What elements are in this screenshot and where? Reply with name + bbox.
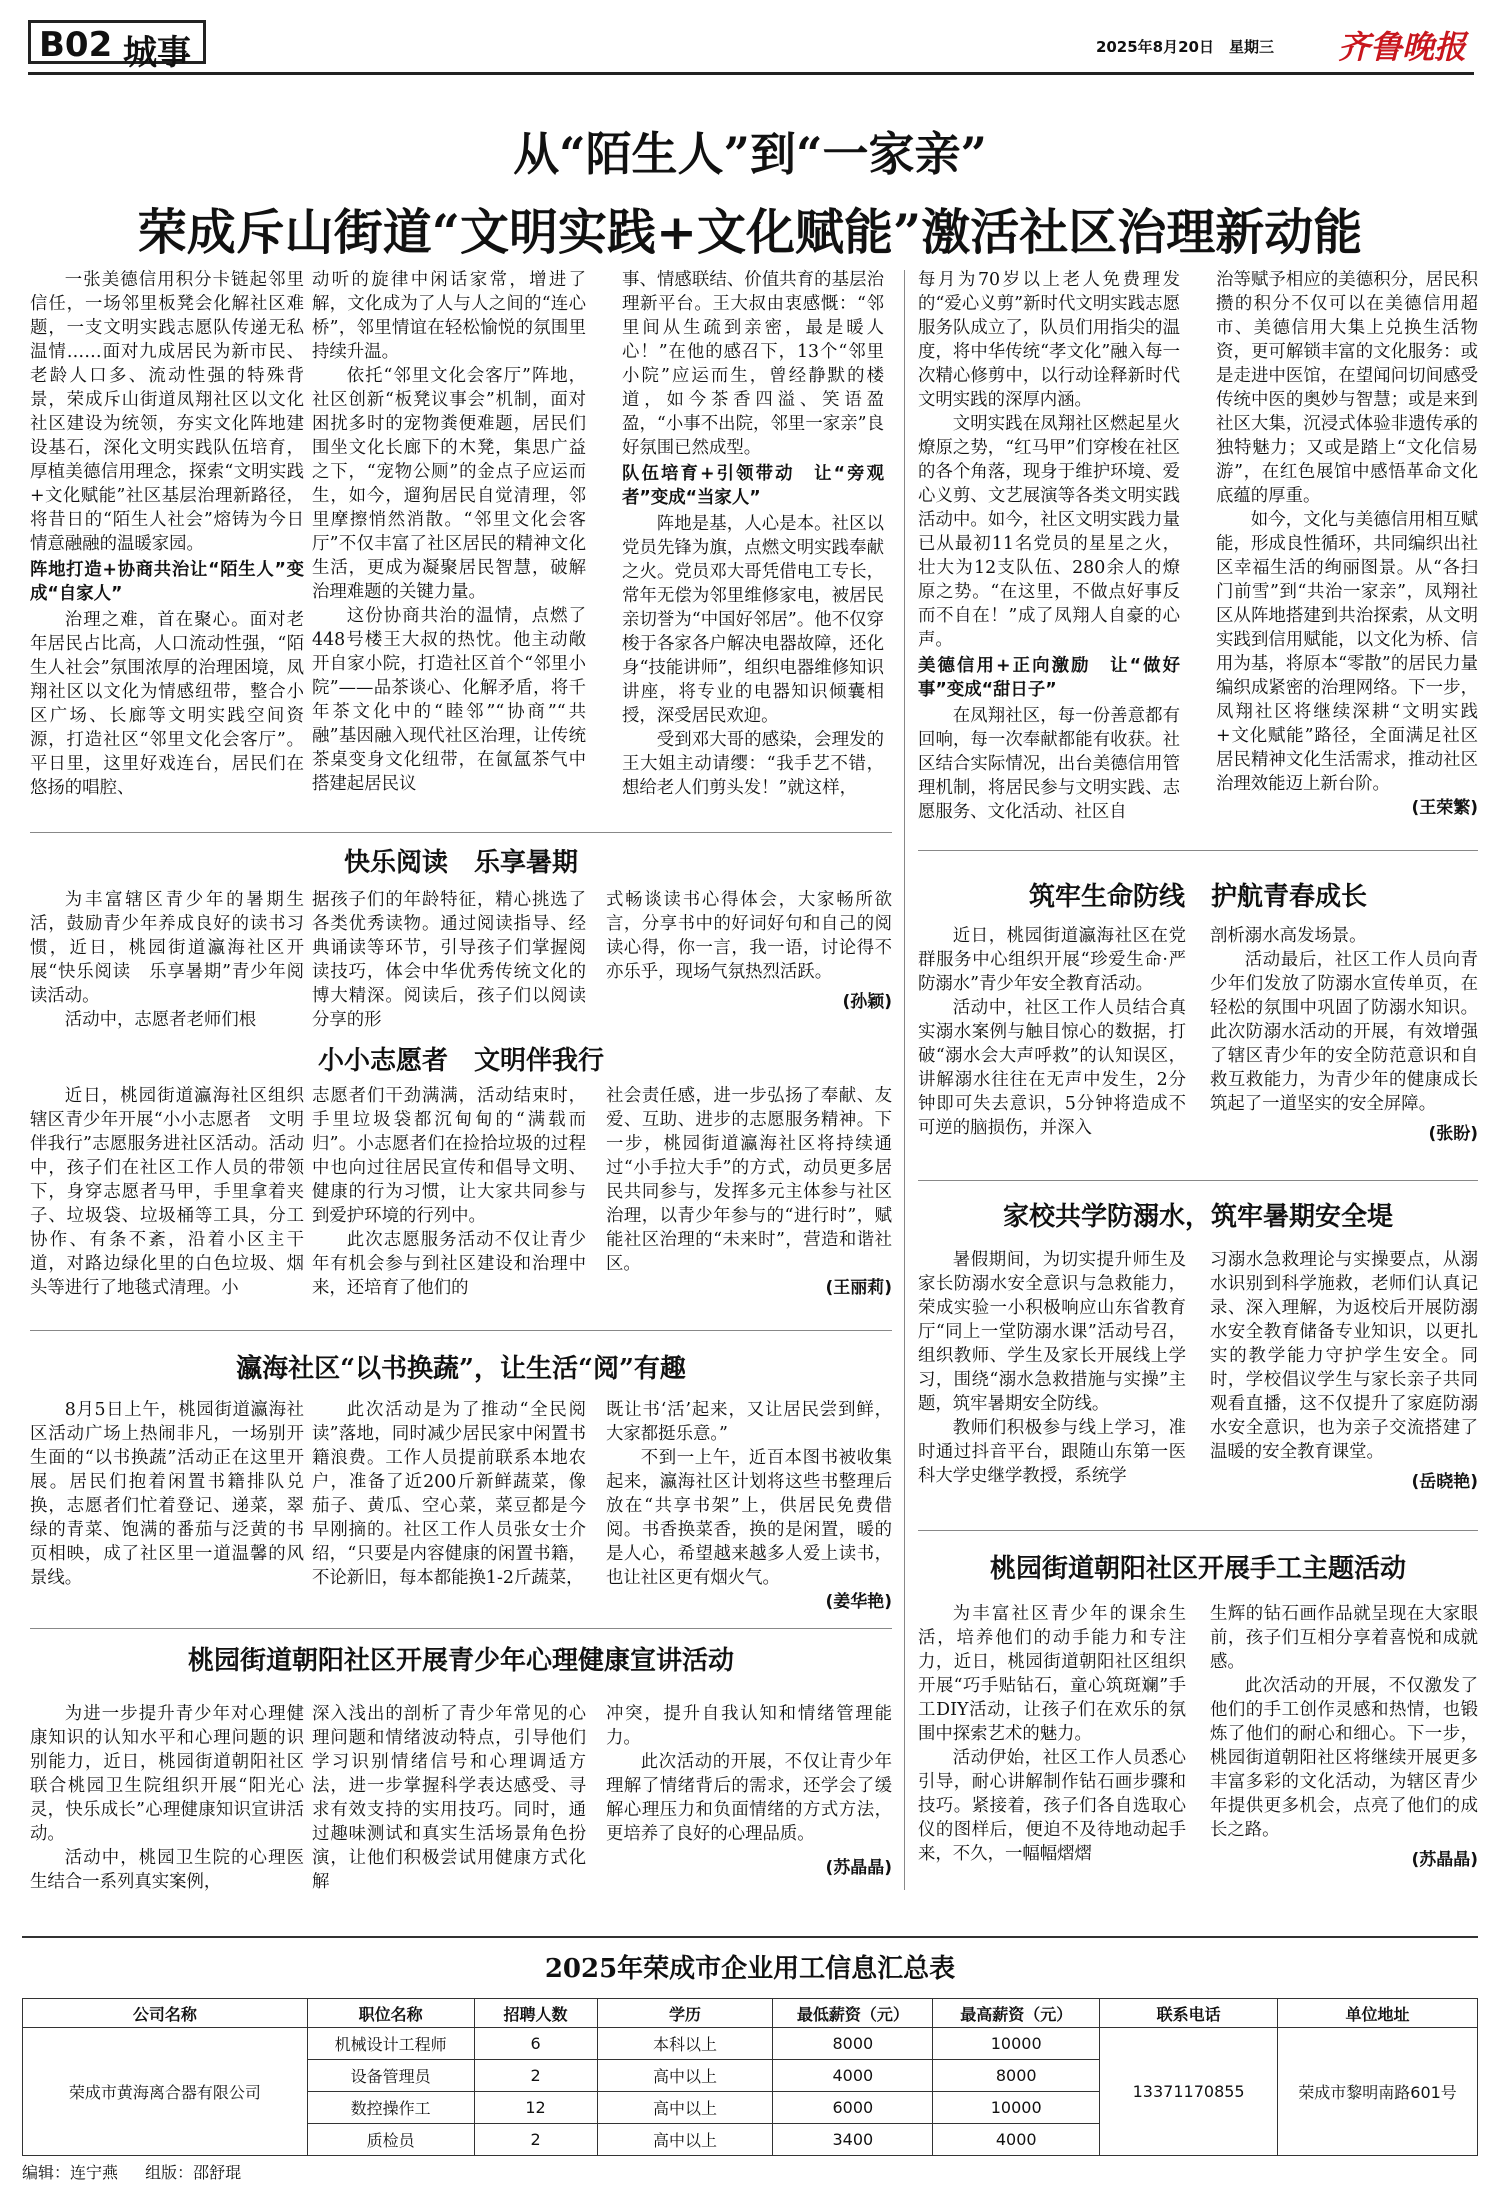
article-paragraph: 为丰富社区青少年的课余生活，培养他们的动手能力和专注力，近日，桃园街道朝阳社区组织开展“巧手贴钻石，童心筑斑斓”手工DIY活动，让孩子们在欢乐的氛围中探索艺术的魅力。 xyxy=(918,1604,1186,1744)
article-title-drowning-2: 家校共学防溺水，筑牢暑期安全堤 xyxy=(1002,1202,1393,1232)
header-education: 学历 xyxy=(597,1999,773,2028)
article-paragraph: 深入浅出的剖析了青少年常见的心理问题和情绪波动特点，引导他们学习识别情绪信号和心理调适方法，进一步掌握科学表达感受、寻求有效支持的实用技巧。同时，通过趣味测试和真实生活场景角色扮演，让他们积极尝试用健康方式化解 xyxy=(312,1704,586,1892)
page-footer xyxy=(22,2160,263,2183)
jobs-table xyxy=(22,1998,1478,2156)
drowning2-author: (岳晓艳) xyxy=(1411,1472,1478,1492)
reading-column-3 xyxy=(606,888,892,1014)
article-paragraph: 此次活动的开展，不仅激发了他们的手工创作灵感和热情，也锻炼了他们的耐心和细心。下一步，桃园街道朝阳社区将继续开展更多丰富多彩的文化活动，为辖区青少年提供更多机会，点亮了他们的成长之路。 xyxy=(1210,1676,1478,1840)
drowning2-column-2 xyxy=(1210,1248,1478,1494)
psych-author: (苏晶晶) xyxy=(825,1858,892,1878)
article-paragraph: 为丰富辖区青少年的暑期生活，鼓励青少年养成良好的读书习惯，近日，桃园街道瀛海社区开展“快乐阅读 乐享暑期”青少年阅读活动。 xyxy=(30,890,304,1006)
article-title-volunteer: 小小志愿者 文明伴我行 xyxy=(317,1046,604,1076)
craft-column-1 xyxy=(918,1602,1186,1866)
reading-author: (孙颖) xyxy=(842,992,892,1012)
article-paragraph: 此次活动是为了推动“全民阅读”落地，同时减少居民家中闲置书籍浪费。工作人员提前联系本地农户，准备了近200斤新鲜蔬菜，像茄子、黄瓜、空心菜，菜豆都是今早刚摘的。社区工作人员张女士介绍，“只要是内容健康的闲置书籍，不论新旧，每本都能换1-2斤蔬菜， xyxy=(312,1400,586,1588)
lead-paragraph: 治理之难，首在聚心。面对老年居民占比高，人口流动性强，“陌生人社会”氛围浓厚的治理困境，凤翔社区以文化为情感纽带，整合小区广场、长廊等文明实践空间资源，打造社区“邻里文化会客厅”。平日里，这里好戏连台，居民们在悠扬的唱腔、 xyxy=(30,610,304,798)
article-title-psych: 桃园街道朝阳社区开展青少年心理健康宣讲活动 xyxy=(187,1646,734,1676)
page-section-box xyxy=(28,20,206,73)
psych-column-1 xyxy=(30,1702,304,1894)
lead-paragraph: 阵地是基，人心是本。社区以党员先锋为旗，点燃文明实践奉献之火。党员邓大哥凭借电工专长，常年无偿为邻里维修家电，被居民亲切誉为“中国好邻居”。他不仅穿梭于各家各户解决电器故障，还化身“技能讲师”，组织电器维修知识讲座，将专业的电器知识倾囊相授，深受居民欢迎。 xyxy=(622,514,884,726)
article-paragraph: 活动中，志愿者老师们根 xyxy=(64,1010,257,1030)
article-paragraph: 此次志愿服务活动不仅让青少年有机会参与到社区建设和治理中来，还培育了他们的 xyxy=(312,1230,586,1298)
lead-column-5 xyxy=(1216,268,1478,820)
jobs-table-title: 2025年荣成市企业用工信息汇总表 xyxy=(544,1954,956,1984)
article-paragraph: 活动中，社区工作人员结合真实溺水案例与触目惊心的数据，打破“溺水会大声呼救”的认知误区，讲解溺水往往在无声中发生，2分钟即可失去意识，5分钟将造成不可逆的脑损伤，并深入 xyxy=(918,998,1186,1138)
lead-column-3 xyxy=(622,268,884,800)
volunteer-author: (王丽莉) xyxy=(825,1278,892,1298)
article-paragraph: 近日，桃园街道瀛海社区在党群服务中心组织开展“珍爱生命·严防溺水”青少年安全教育活动。 xyxy=(918,926,1186,994)
cell-education: 高中以上 xyxy=(597,2060,773,2092)
article-paragraph: 式畅谈读书心得体会，大家畅所欲言，分享书中的好词好句和自己的阅读心得，你一言，我一语，讨论得不亦乐乎，现场气氛热烈活跃。 xyxy=(606,890,892,982)
drowning2-column-1 xyxy=(918,1248,1186,1488)
editor-credit: 编辑：连宁燕 xyxy=(22,2163,119,2182)
article-paragraph: 活动伊始，社区工作人员悉心引导，耐心讲解制作钻石画步骤和技巧。紧接着，孩子们各自选取心仪的图样后，便迫不及待地动起手来，不久，一幅幅熠熠 xyxy=(918,1748,1186,1864)
cell-max-salary: 4000 xyxy=(933,2124,1100,2156)
article-paragraph: 习溺水急救理论与实操要点，从溺水识别到科学施救，老师们认真记录、深入理解，为返校后开展防溺水安全教育储备专业知识，以更扎实的教学能力守护学生安全。同时，学校倡议学生与家长亲子共同观看直播，这不仅提升了家庭防溺水安全意识，也为亲子交流搭建了温暖的安全教育课堂。 xyxy=(1210,1250,1478,1462)
article-paragraph: 既让书‘活’起来，又让居民尝到鲜，大家都挺乐意。” xyxy=(606,1400,892,1444)
header-position: 职位名称 xyxy=(307,1999,474,2028)
cell-position: 设备管理员 xyxy=(307,2060,474,2092)
reading-column-1 xyxy=(30,888,304,1032)
craft-author: (苏晶晶) xyxy=(1411,1850,1478,1870)
section-name: 城事 xyxy=(123,33,191,73)
lead-paragraph: 一张美德信用积分卡链起邻里信任，一场邻里板凳会化解社区难题，一支文明实践志愿队传递无私温情……面对九成居民为新市民、老龄人口多、流动性强的特殊背景，荣成斥山街道凤翔社区以文化社区建设为统领，夯实文化阵地建设基石，深化文明实践队伍培育，厚植美德信用理念，探索“文明实践+文化赋能”社区基层治理新路径，将昔日的“陌生人社会”熔铸为今日情意融融的温暖家园。 xyxy=(30,270,304,554)
volunteer-column-1 xyxy=(30,1084,304,1300)
header-min-salary: 最低薪资（元） xyxy=(773,1999,933,2028)
article-paragraph: 近日，桃园街道瀛海社区组织辖区青少年开展“小小志愿者 文明伴我行”志愿服务进社区活动。活动中，孩子们在社区工作人员的带领下，身穿志愿者马甲，手里拿着夹子、垃圾袋、垃圾桶等工具，分工协作、有条不紊，沿着小区主干道，对路边绿化里的白色垃圾、烟头等进行了地毯式清理。小 xyxy=(30,1086,304,1298)
article-paragraph: 为进一步提升青少年对心理健康知识的认知水平和心理问题的识别能力，近日，桃园街道朝阳社区联合桃园卫生院组织开展“阳光心灵，快乐成长”心理健康知识宣讲活动。 xyxy=(30,1704,304,1844)
section-divider xyxy=(30,832,892,833)
header-phone: 联系电话 xyxy=(1100,1999,1278,2028)
cell-company: 荣成市黄海离合器有限公司 xyxy=(23,2028,308,2156)
cell-education: 本科以上 xyxy=(597,2028,773,2060)
section-divider xyxy=(30,1330,892,1331)
cell-education: 高中以上 xyxy=(597,2092,773,2124)
header-max-salary: 最高薪资（元） xyxy=(933,1999,1100,2028)
lead-subheading: 队伍培育+引领带动 让“旁观者”变成“当家人” xyxy=(622,464,884,508)
cell-max-salary: 8000 xyxy=(933,2060,1100,2092)
table-header-row xyxy=(23,1999,1478,2028)
lead-paragraph: 受到邓大哥的感染，会理发的王大姐主动请缨：“我手艺不错，想给老人们剪头发！”就这样， xyxy=(622,730,884,798)
lead-paragraph: 如今，文化与美德信用相互赋能，形成良性循环，共同编织出社区幸福生活的绚丽图景。从“各扫门前雪”到“共治一家亲”，凤翔社区从阵地搭建到共治探索，从文明实践到信用赋能，以文化为桥、信用为基，将原本“零散”的居民力量编织成紧密的治理网络。下一步，凤翔社区将继续深耕“文明实践+文化赋能”路径，全面满足社区居民精神文化生活需求，推动社区治理效能迈上新台阶。 xyxy=(1216,510,1478,794)
article-paragraph: 剖析溺水高发场景。 xyxy=(1210,926,1367,946)
cell-count: 2 xyxy=(474,2124,597,2156)
drowning1-column-1 xyxy=(918,924,1186,1140)
issue-weekday: 星期三 xyxy=(1228,38,1274,56)
article-paragraph: 志愿者们干劲满满，活动结束时，手里垃圾袋都沉甸甸的“满载而归”。小志愿者们在捡拾垃圾的过程中也向过往居民宣传和倡导文明、健康的行为习惯，让大家共同参与到爱护环境的行列中。 xyxy=(312,1086,586,1226)
article-paragraph: 活动最后，社区工作人员向青少年们发放了防溺水宣传单页，在轻松的氛围中巩固了防溺水知识。此次防溺水活动的开展，有效增强了辖区青少年的安全防范意识和自救互救能力，为青少年的健康成长筑起了一道坚实的安全屏障。 xyxy=(1210,950,1478,1114)
lead-paragraph: 动听的旋律中闲话家常，增进了解，文化成为了人与人之间的“连心桥”，邻里情谊在轻松愉悦的氛围里持续升温。 xyxy=(312,270,586,362)
issue-date: 2025年8月20日 xyxy=(1095,38,1214,56)
cell-position: 质检员 xyxy=(307,2124,474,2156)
article-paragraph: 社会责任感，进一步弘扬了奉献、友爱、互助、进步的志愿服务精神。下一步，桃园街道瀛海社区将持续通过“小手拉大手”的方式，动员更多居民共同参与，发挥多元主体参与社区治理，以青少年参与的“进行时”，赋能社区治理的“未来时”，营造和谐社区。 xyxy=(606,1086,892,1274)
section-divider xyxy=(918,1180,1478,1181)
headline-line-2: 荣成斥山街道“文明实践+文化赋能”激活社区治理新动能 xyxy=(137,203,1363,261)
article-paragraph: 生辉的钻石画作品就呈现在大家眼前，孩子们互相分享着喜悦和成就感。 xyxy=(1210,1604,1478,1672)
paper-logo: 齐鲁晚报 xyxy=(1337,28,1466,66)
table-row xyxy=(23,2028,1478,2060)
article-paragraph: 不到一上午，近百本图书被收集起来，瀛海社区计划将这些书整理后放在“共享书架”上，供居民免费借阅。书香换菜香，换的是闲置，暖的是人心，希望越来越多人爱上读书，也让社区更有烟火气。 xyxy=(606,1448,892,1588)
lead-column-2 xyxy=(312,268,586,796)
craft-column-2 xyxy=(1210,1602,1478,1872)
cell-min-salary: 8000 xyxy=(773,2028,933,2060)
lead-author: (王荣繁) xyxy=(1411,798,1478,818)
lead-subheading: 阵地打造+协商共治让“陌生人”变成“自家人” xyxy=(30,560,304,604)
article-title-books: 瀛海社区“以书换蔬”，让生活“阅”有趣 xyxy=(236,1354,686,1384)
cell-phone: 13371170855 xyxy=(1100,2028,1278,2156)
article-title-drowning-1: 筑牢生命防线 护航青春成长 xyxy=(1028,882,1367,912)
article-paragraph: 此次活动的开展，不仅让青少年理解了情绪背后的需求，还学会了缓解心理压力和负面情绪的方式方法，更培养了良好的心理品质。 xyxy=(606,1752,892,1844)
books-column-1 xyxy=(30,1398,304,1590)
lead-paragraph: 文明实践在凤翔社区燃起星火燎原之势，“红马甲”们穿梭在社区的各个角落，现身于维护环境、爱心义剪、文艺展演等各类文明实践活动中。如今，社区文明实践力量已从最初11名党员的星星之火，壮大为12支队伍、280余人的燎原之势。“在这里，不做点好事反而不自在！”成了凤翔人自豪的心声。 xyxy=(918,414,1180,650)
books-column-3 xyxy=(606,1398,892,1614)
cell-count: 2 xyxy=(474,2060,597,2092)
lead-paragraph: 治等赋予相应的美德积分，居民积攒的积分不仅可以在美德信用超市、美德信用大集上兑换生活物资，更可解锁丰富的文化服务：或是走进中医馆，在望闻问切间感受传统中医的奥妙与智慧；或是来到社区大集，沉浸式体验非遗传承的独特魅力；又或是踏上“文化信易游”，在红色展馆中感悟革命文化底蕴的厚重。 xyxy=(1216,270,1478,506)
section-divider xyxy=(918,850,1478,851)
header-company: 公司名称 xyxy=(23,1999,308,2028)
lead-paragraph: 这份协商共治的温情，点燃了448号楼王大叔的热忱。他主动敞开自家小院，打造社区首个“邻里小院”——品茶谈心、化解矛盾，将千年茶文化中的“睦邻”“协商”“共融”基因融入现代社区治理，让传统茶桌变身文化纽带，在氤氲茶气中搭建起居民议 xyxy=(312,606,586,794)
lead-column-4 xyxy=(918,268,1180,824)
lead-column-1 xyxy=(30,268,304,800)
lead-paragraph: 依托“邻里文化会客厅”阵地，社区创新“板凳议事会”机制，面对困扰多时的宠物粪便难题，居民们围坐文化长廊下的木凳，集思广益之下，“宠物公厕”的金点子应运而生，如今，遛狗居民自觉清理，邻里摩擦悄然消散。“邻里文化会客厅”不仅丰富了社区居民的精神文化生活，更成为凝聚居民智慧，破解治理难题的关键力量。 xyxy=(312,366,586,602)
section-divider xyxy=(918,1530,1478,1531)
article-title-craft: 桃园街道朝阳社区开展手工主题活动 xyxy=(989,1554,1406,1584)
cell-address: 荣成市黎明南路601号 xyxy=(1278,2028,1478,2156)
cell-min-salary: 3400 xyxy=(773,2124,933,2156)
masthead xyxy=(28,14,1474,75)
article-paragraph: 教师们积极参与线上学习，准时通过抖音平台，跟随山东第一医科大学史继学教授，系统学 xyxy=(918,1418,1186,1486)
volunteer-column-3 xyxy=(606,1084,892,1300)
article-paragraph: 活动中，桃园卫生院的心理医生结合一系列真实案例， xyxy=(30,1848,304,1892)
cell-position: 数控操作工 xyxy=(307,2092,474,2124)
header-address: 单位地址 xyxy=(1278,1999,1478,2028)
reading-column-2 xyxy=(312,888,586,1032)
cell-position: 机械设计工程师 xyxy=(307,2028,474,2060)
cell-count: 6 xyxy=(474,2028,597,2060)
article-paragraph: 8月5日上午，桃园街道瀛海社区活动广场上热闹非凡，一场别开生面的“以书换蔬”活动正在这里开展。居民们抱着闲置书籍排队兑换，志愿者们忙着登记、递菜，翠绿的青菜、饱满的番茄与泛黄的书页相映，成了社区里一道温馨的风景线。 xyxy=(30,1400,304,1588)
cell-max-salary: 10000 xyxy=(933,2028,1100,2060)
table-divider xyxy=(22,1936,1478,1938)
lead-paragraph: 事、情感联结、价值共育的基层治理新平台。王大叔由衷感慨：“邻里间从生疏到亲密，最是暖人心！”在他的感召下，13个“邻里小院”应运而生，曾经静默的楼道，如今茶香四溢、笑语盈盈，“小事不出院，邻里一家亲”良好氛围已然成型。 xyxy=(622,270,884,458)
lead-subheading: 美德信用+正向激励 让“做好事”变成“甜日子” xyxy=(918,656,1180,700)
cell-min-salary: 6000 xyxy=(773,2092,933,2124)
column-divider xyxy=(904,270,905,1890)
layout-credit: 组版：邵舒琨 xyxy=(145,2163,242,2182)
drowning1-author: (张盼) xyxy=(1428,1124,1478,1144)
article-paragraph: 冲突，提升自我认知和情绪管理能力。 xyxy=(606,1704,892,1748)
article-paragraph: 暑假期间，为切实提升师生及家长防溺水安全意识与急救能力，荣成实验一小积极响应山东省教育厅“同上一堂防溺水课”活动号召，组织教师、学生及家长开展线上学习，围绕“溺水急救措施与实操”主题，筑牢暑期安全防线。 xyxy=(918,1250,1186,1414)
drowning1-column-2 xyxy=(1210,924,1478,1146)
cell-min-salary: 4000 xyxy=(773,2060,933,2092)
books-column-2 xyxy=(312,1398,586,1590)
cell-max-salary: 10000 xyxy=(933,2092,1100,2124)
lead-paragraph: 在凤翔社区，每一份善意都有回响，每一次奉献都能有收获。社区结合实际情况，出台美德信用管理机制，将居民参与文明实践、志愿服务、文化活动、社区自 xyxy=(918,706,1180,822)
psych-column-2 xyxy=(312,1702,586,1894)
article-paragraph: 据孩子们的年龄特征，精心挑选了各类优秀读物。通过阅读指导、经典诵读等环节，引导孩子们掌握阅读技巧，体会中华优秀传统文化的博大精深。阅读后，孩子们以阅读分享的形 xyxy=(312,890,586,1030)
page-code: B02 xyxy=(39,25,113,65)
psych-column-3 xyxy=(606,1702,892,1880)
header-count: 招聘人数 xyxy=(474,1999,597,2028)
cell-count: 12 xyxy=(474,2092,597,2124)
section-divider xyxy=(30,1628,892,1629)
books-author: (姜华艳) xyxy=(825,1592,892,1612)
lead-paragraph: 每月为70岁以上老人免费理发的“爱心义剪”新时代文明实践志愿服务队成立了，队员们用指尖的温度，将中华传统“孝文化”融入每一次精心修剪中，以行动诠释新时代文明实践的深厚内涵。 xyxy=(918,270,1180,410)
headline-line-1: 从“陌生人”到“一家亲” xyxy=(513,127,987,181)
volunteer-column-2 xyxy=(312,1084,586,1300)
cell-education: 高中以上 xyxy=(597,2124,773,2156)
article-title-reading: 快乐阅读 乐享暑期 xyxy=(343,848,578,878)
